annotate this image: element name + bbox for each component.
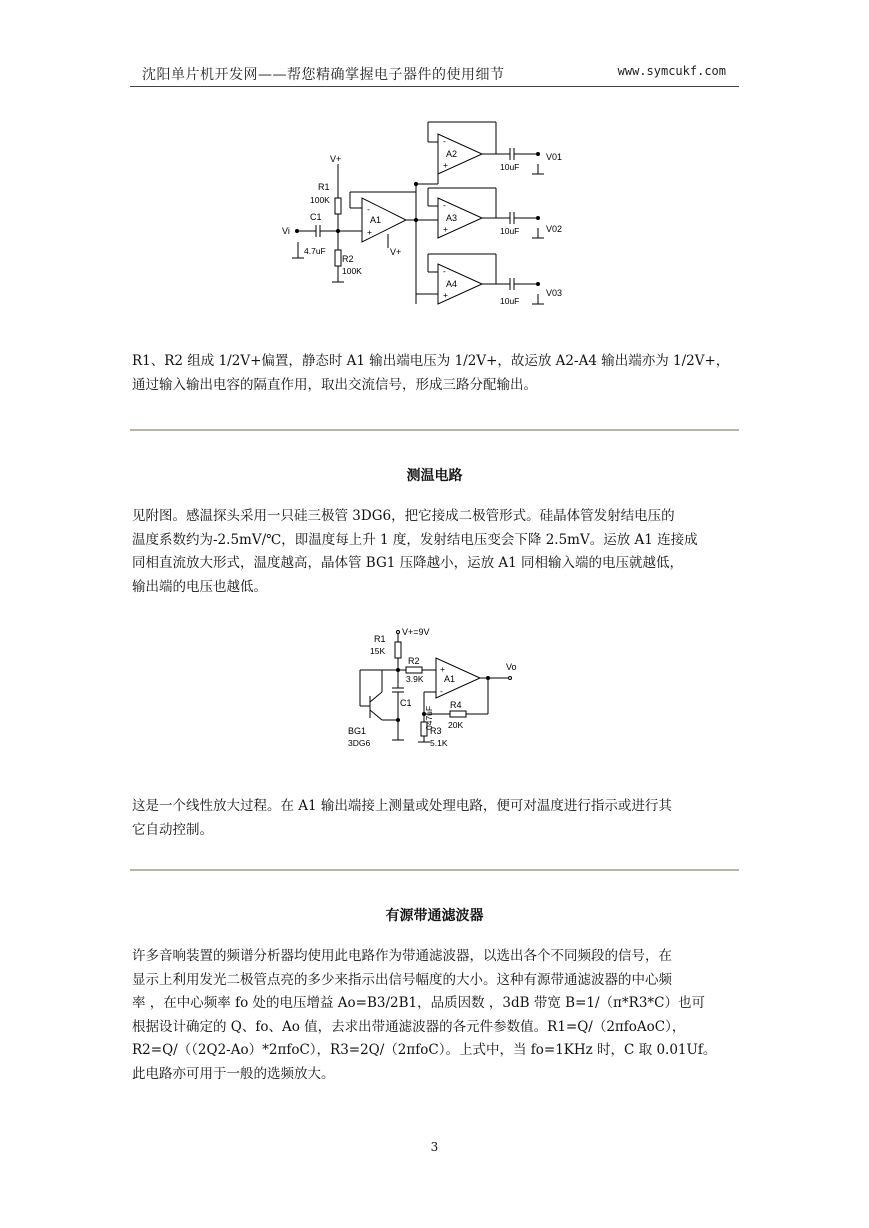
svg-text:-: - xyxy=(443,200,446,210)
text-line: 输出端的电压也越低。 xyxy=(132,578,267,595)
temperature-circuit-schematic xyxy=(340,622,530,754)
section-divider xyxy=(130,429,739,431)
c2-a1-label: A1 xyxy=(444,674,456,684)
svg-text:+: + xyxy=(443,224,448,234)
header-rule xyxy=(130,86,739,87)
c1-c1-label: C1 xyxy=(310,212,322,222)
svg-text:+: + xyxy=(367,227,372,237)
c1-cap1-value: 10uF xyxy=(500,162,520,172)
c2-vo-label: Vo xyxy=(506,662,517,672)
r2-resistor xyxy=(335,250,341,266)
c2-bg1-label: BG1 xyxy=(348,726,367,736)
svg-text:+: + xyxy=(440,664,445,674)
c2-r1-label: R1 xyxy=(374,634,386,644)
paragraph-bias-description xyxy=(132,350,738,397)
text-line: 此电路亦可用于一般的选频放大。 xyxy=(132,1065,335,1082)
r1-resistor xyxy=(335,198,341,214)
c2-r2-label: R2 xyxy=(408,656,420,666)
svg-text:-: - xyxy=(443,136,446,146)
c1-a3-label: A3 xyxy=(446,213,458,223)
text-line: 这是一个线性放大过程。在 A1 输出端接上测量或处理电路，便可对温度进行指示或进行其 xyxy=(132,798,672,814)
text-line: 通过输入输出电容的隔直作用，取出交流信号，形成三路分配输出。 xyxy=(132,376,537,393)
text-line: 率 ，在中心频率 fo 处的电压增益 Ao=B3/2B1，品质因数 ，3dB 带宽 B=1/（π*R3*C）也可 xyxy=(132,995,705,1011)
text-line: 许多音响装置的频谱分析器均使用此电路作为带通滤波器，以选出各个不同频段的信号，在 xyxy=(132,948,672,964)
text-line: 根据设计确定的 Q、fo、Ao 值，去求出带通滤波器的各元件参数值。R1=Q/（2πfoAoC）， xyxy=(132,1018,686,1035)
c2-c1-value: 047uF xyxy=(424,705,434,730)
c1-vplus-label: V+ xyxy=(330,154,342,164)
svg-text:+: + xyxy=(443,290,448,300)
c1-r2-label: R2 xyxy=(342,254,354,264)
c1-c1-value: 4.7uF xyxy=(304,246,326,256)
c2-bg1-value: 3DG6 xyxy=(348,738,371,748)
c2-r4-value: 20K xyxy=(448,720,464,730)
c2-r2-resistor xyxy=(406,667,422,673)
text-line: R1、R2 组成 1/2V+偏置，静态时 A1 输出端电压为 1/2V+，故运放 A2-A4 输出端亦为 1/2V+， xyxy=(132,353,730,369)
svg-text:-: - xyxy=(440,686,443,696)
c1-vo1-label: V01 xyxy=(546,152,563,162)
text-line: 同相直流放大形式，温度越高，晶体管 BG1 压降越小，运放 A1 同相输入端的电压就越低， xyxy=(132,555,684,571)
text-line: 显示上利用发光二极管点亮的多少来指示出信号幅度的大小。这种有源带通滤波器的中心频 xyxy=(132,971,672,988)
text-line: 见附图。感温探头采用一只硅三极管 3DG6，把它接成二极管形式。硅晶体管发射结电压的 xyxy=(132,508,675,524)
svg-text:-: - xyxy=(443,266,446,276)
section-divider xyxy=(130,869,739,871)
c1-r1-label: R1 xyxy=(318,182,330,192)
svg-text:-: - xyxy=(367,204,370,214)
c2-r4-label: R4 xyxy=(450,700,462,710)
text-line: 它自动控制。 xyxy=(132,821,213,838)
c2-r1-value: 15K xyxy=(370,646,386,656)
c2-r4-resistor xyxy=(450,711,466,717)
c2-c1-label: C1 xyxy=(400,698,412,708)
page-number: 3 xyxy=(430,1140,439,1154)
c1-vi-label: Vi xyxy=(282,226,290,236)
c2-r3-label: R3 xyxy=(430,726,442,736)
c1-a2-label: A2 xyxy=(446,149,458,159)
section-heading-bandpass: 有源带通滤波器 xyxy=(385,908,484,924)
text-line: R2=Q/（（2Q2-Ao）*2πfoC），R3=2Q/（2πfoC）。上式中，当 fo=1KHz 时，C 取 0.01Uf。 xyxy=(132,1042,717,1058)
paragraph-temperature xyxy=(132,505,738,599)
text-line: 温度系数约为-2.5mV/℃，即温度每上升 1 度，发射结电压变会下降 2.5mV。运放 A1 连接成 xyxy=(132,531,698,548)
paragraph-linear-amplify xyxy=(132,795,738,842)
c1-vplus2-label: V+ xyxy=(390,247,402,257)
c2-r3-value: 5.1K xyxy=(430,738,448,748)
c1-r1-value: 100K xyxy=(310,195,330,205)
header-title: 沈阳单片机开发网——帮您精确掌握电子器件的使用细节 xyxy=(142,67,505,83)
c1-vo2-label: V02 xyxy=(546,224,563,234)
c2-vplus-label: V+=9V xyxy=(402,627,430,637)
section-heading-temperature: 测温电路 xyxy=(406,468,463,484)
c1-r2-value: 100K xyxy=(342,266,362,276)
c1-cap3-value: 10uF xyxy=(500,296,520,306)
svg-text:+: + xyxy=(443,160,448,170)
distribution-amplifier-schematic xyxy=(278,112,578,312)
c2-r1-resistor xyxy=(395,642,401,658)
paragraph-bandpass xyxy=(132,945,738,1086)
c1-vo3-label: V03 xyxy=(546,288,563,298)
c1-a4-label: A4 xyxy=(446,279,458,289)
header-url: www.symcukf.com xyxy=(617,64,726,78)
c2-r2-value: 3.9K xyxy=(406,674,424,684)
c1-a1-label: A1 xyxy=(370,215,382,225)
c1-cap2-value: 10uF xyxy=(500,226,520,236)
